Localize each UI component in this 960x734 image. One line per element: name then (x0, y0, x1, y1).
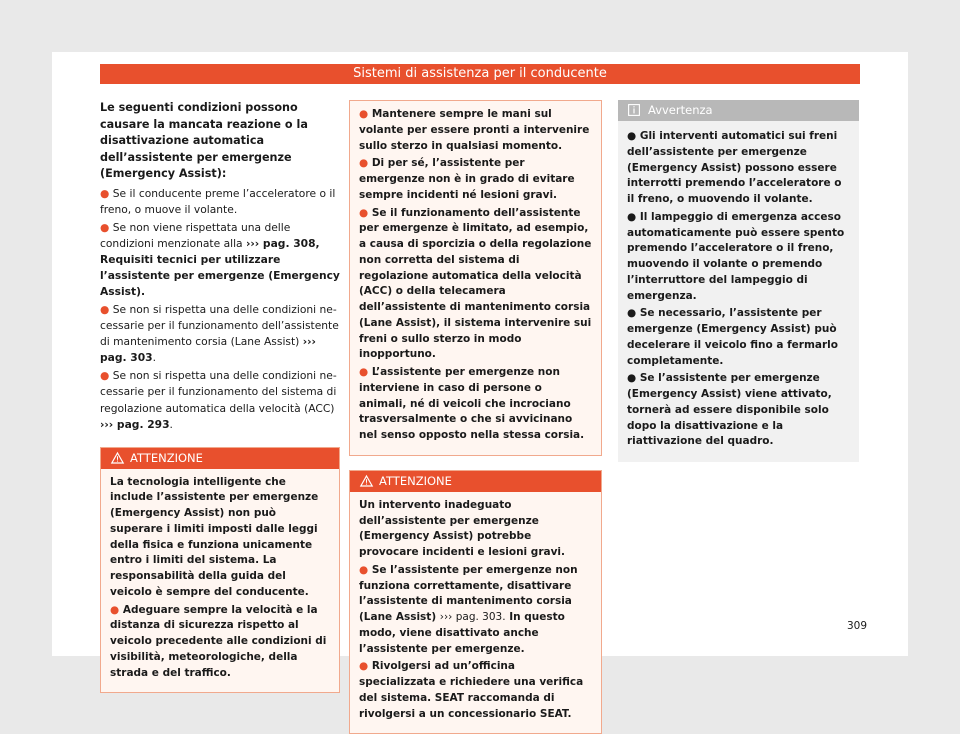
warning-paragraph: Un intervento inadeguato dell’assistente per emergenze (Emergency Assist) potrebbe provocare incidenti e lesioni gravi. (359, 498, 566, 558)
list-item: ● Mantenere sempre le mani sul volante per essere pronti a intervenire sullo sterzo in qualsiasi momento. (359, 108, 590, 152)
bullet-icon: ● (359, 108, 369, 120)
warning-body (350, 492, 601, 734)
warning-paragraph: La tecnologia intelligente che include l’assistente per emergenze (Emergency Assist) non può superare i limiti imposti dalle leggi della fisica e funziona unicamente entro i limiti del sistema. La responsabilità della guida del veicolo è sempre del conducente. (110, 475, 319, 598)
bullet-icon: ● (627, 130, 637, 142)
warning-triangle-icon (360, 475, 373, 487)
warning-header: ATTENZIONE (101, 448, 339, 469)
warning-list-item: ● Se l’assistente per emergenze non funziona correttamente, disattivare l’assistente di mantenimento corsia (Lane Assist) ››› pag. 303. In questo modo, viene disattivato anche l’assistente per emergenze. (359, 563, 578, 655)
info-icon (628, 104, 640, 116)
warning-list-item: ● Rivolgersi ad un’officina specializzata e richiedere una verifica del sistema. SEAT raccomanda di rivolgersi a un concessionario SEAT. (359, 660, 584, 720)
bullet-icon: ● (110, 603, 120, 616)
bullet-icon: ● (359, 206, 369, 219)
column-right (618, 100, 859, 462)
bullet-icon: ● (100, 220, 110, 234)
column-middle (349, 100, 602, 734)
page-reference-link[interactable]: ››› pag. 308, Requisiti tecnici per utilizzare l’assistente per emergenze (Emergency Assist). (100, 237, 340, 299)
bullet-icon: ● (359, 157, 369, 170)
bullet-icon: ● (359, 660, 369, 673)
bullet-icon: ● (627, 210, 637, 223)
note-list-item: ● Gli interventi automatici sui freni dell’assistente per emergenze (Emergency Assist) possono essere interrotti premendo l’acceleratore o il freno, o muovendo il volante. (627, 130, 842, 205)
warning-list-item: ● Adeguare sempre la velocità e la distanza di sicurezza rispetto al veicolo precedente alle condizioni di visibilità, meteorologiche, della strada e del traffico. (110, 603, 327, 679)
list-item: ● Se il funzionamento dell’assistente per emergenze è limitato, ad esempio, a causa di sporcizia o della regolazione non corretta del sistema di regolazione automatica della velocità (ACC) o della telecamera dell’assistente di mantenimento corsia (Lane Assist), il sistema intervenire sui freni o sullo sterzo in modo inopportuno. (359, 206, 592, 361)
bullet-icon: ● (100, 369, 110, 383)
warning-triangle-icon (111, 452, 124, 464)
warning-box (100, 447, 340, 694)
list-item: ● Se il conducente preme l’acceleratore o il freno, o muove il volante. (100, 186, 336, 216)
bullet-icon: ● (100, 303, 110, 317)
note-header: Avvertenza (618, 100, 859, 121)
warning-header: ATTENZIONE (350, 471, 601, 492)
note-list-item: ● Se l’assistente per emergenze (Emergency Assist) viene attivato, tornerà ad essere disponibile solo dopo la disattivazione e la riattivazione del quadro. (627, 372, 832, 448)
page-reference-link[interactable]: ››› pag. 303 (100, 335, 316, 365)
bullet-icon: ● (359, 366, 369, 378)
list-item: ● Se non si rispetta una delle condizioni necessarie per il funzionamento dell’assistente di mantenimento corsia (Lane Assist) ››› pag. 303. (100, 303, 339, 365)
note-list-item: ● Se necessario, l’assistente per emergenze (Emergency Assist) può decelerare il veicolo fino a fermarlo completamente. (627, 307, 838, 367)
section-header: Sistemi di assistenza per il conducente (100, 64, 860, 84)
list-item: ● Di per sé, l’assistente per emergenze non è in grado di evitare sempre incidenti né lesioni gravi. (359, 157, 575, 201)
warning-continuation-box (349, 100, 602, 456)
warning-box (349, 470, 602, 734)
bullet-icon: ● (359, 563, 369, 576)
column-left (100, 100, 340, 693)
page-number: 309 (846, 620, 867, 632)
page-reference-link[interactable]: ››› pag. 293 (100, 417, 170, 431)
list-item: ● Se non si rispetta una delle condizioni necessarie per il funzionamento del sistema di regolazione automatica della velocità (ACC) ››› pag. 293. (100, 369, 337, 431)
note-box (618, 100, 859, 462)
manual-page (52, 52, 908, 720)
list-item: ● L’assistente per emergenze non interviene in caso di persone o animali, né di veicoli che incrociano trasversalmente o che si avvicinano nel senso opposto nella stessa corsia. (359, 366, 585, 441)
note-list-item: ● Il lampeggio di emergenza acceso automaticamente può essere spento premendo l’acceleratore o il freno, muovendo il volante o premendo l’interruttore del lampeggio di emergenza. (627, 210, 845, 302)
warning-body (101, 469, 339, 693)
intro-paragraph: Le seguenti condizioni possono causare la mancata reazione o la disattivazione automatica dell’assistente per emergenze (Emergency Assist): (100, 101, 308, 181)
bullet-icon: ● (100, 186, 110, 200)
page-reference-link[interactable]: ››› pag. 303. (439, 611, 506, 623)
note-body (618, 121, 859, 462)
bullet-icon: ● (627, 372, 637, 385)
list-item: ● Se non viene rispettata una delle condizioni menzionate alla ››› pag. 308, Requisiti tecnici per utilizzare l’assistente per emergenze (Emergency Assist). (100, 220, 340, 299)
bullet-icon: ● (627, 307, 637, 320)
